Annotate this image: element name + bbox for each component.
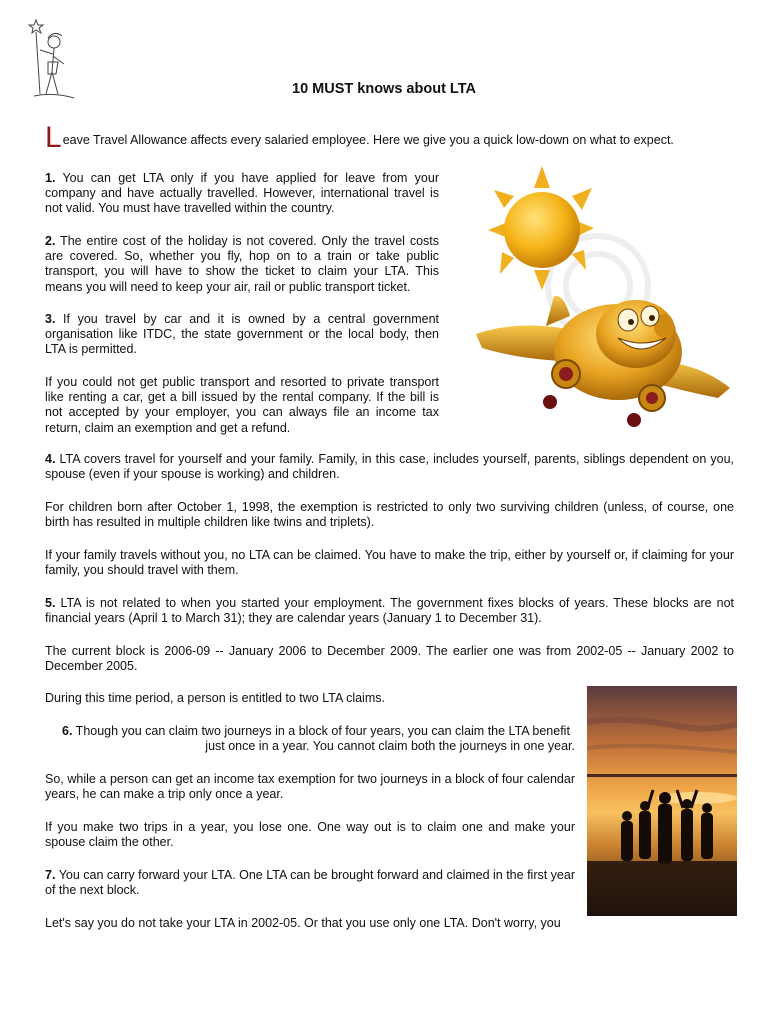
point-4-family: If your family travels without you, no LTA can be claimed. You have to make the trip, either by yourself or, if claiming for your family, you should travel with them.: [45, 548, 734, 578]
point-5-claims: During this time period, a person is entitled to two LTA claims.: [45, 691, 385, 705]
point-7-example: Let's say you do not take your LTA in 2002-05. Or that you use only one LTA. Don't worry, you: [45, 916, 561, 930]
intro-paragraph: [45, 121, 735, 154]
point-4: 4. LTA covers travel for yourself and your family. Family, in this case, includes yourself, parents, siblings dependent on you, spouse (even if your spouse is working) and children.: [45, 452, 734, 482]
point-2: 2. The entire cost of the holiday is not covered. Only the travel costs are covered. So, whether you fly, hop on to a train or take public transport, you will have to show the ticket to claim your LTA. This means you will need to keep your air, rail or public transport ticket.: [45, 234, 439, 294]
point-3: 3. If you travel by car and it is owned by a central government organisation like ITDC, the state government or the local body, then LTA is permitted.: [45, 312, 439, 357]
point-7: 7. You can carry forward your LTA. One LTA can be brought forward and claimed in the first year of the next block.: [45, 868, 575, 898]
drop-cap: L: [45, 121, 62, 154]
point-6: 6. Though you can claim two journeys in a block of four years, you can claim the LTA benefit: [62, 724, 570, 738]
point-5-blocks: The current block is 2006-09 -- January 2006 to December 2009. The earlier one was from 2002-05 -- January 2002 to December 2005.: [45, 644, 734, 674]
point-5: 5. LTA is not related to when you started your employment. The government fixes blocks of years. These blocks are not financial years (April 1 to March 31); they are calendar years (January 1 to December 31).: [45, 596, 734, 626]
sunset-beach-photo: [587, 686, 737, 916]
cartoon-plane-sun-illustration: [468, 166, 740, 434]
page-title: 10 MUST knows about LTA: [292, 81, 476, 97]
point-6-exemption: So, while a person can get an income tax exemption for two journeys in a block of four calendar years, he can make a trip only once a year.: [45, 772, 575, 802]
point-6-continued: just once in a year. You cannot claim both the journeys in one year.: [205, 739, 575, 753]
point-3-private-transport: If you could not get public transport and resorted to private transport like renting a car, get a bill issued by the rental company. If the bill is not accepted by your employer, you can always file an income tax return, claim an exemption and get a refund.: [45, 375, 439, 435]
point-6-two-trips: If you make two trips in a year, you lose one. One way out is to claim one and make your spouse claim the other.: [45, 820, 575, 850]
intro-text: eave Travel Allowance affects every salaried employee. Here we give you a quick low-down on what to expect.: [62, 133, 674, 147]
point-1: 1. You can get LTA only if you have applied for leave from your company and have actually travelled. However, international travel is not valid. You must have travelled within the country.: [45, 171, 439, 216]
point-4-children: For children born after October 1, 1998, the exemption is restricted to only two surviving children (unless, of course, one birth has resulted in multiple children like twins and triplets).: [45, 500, 734, 530]
